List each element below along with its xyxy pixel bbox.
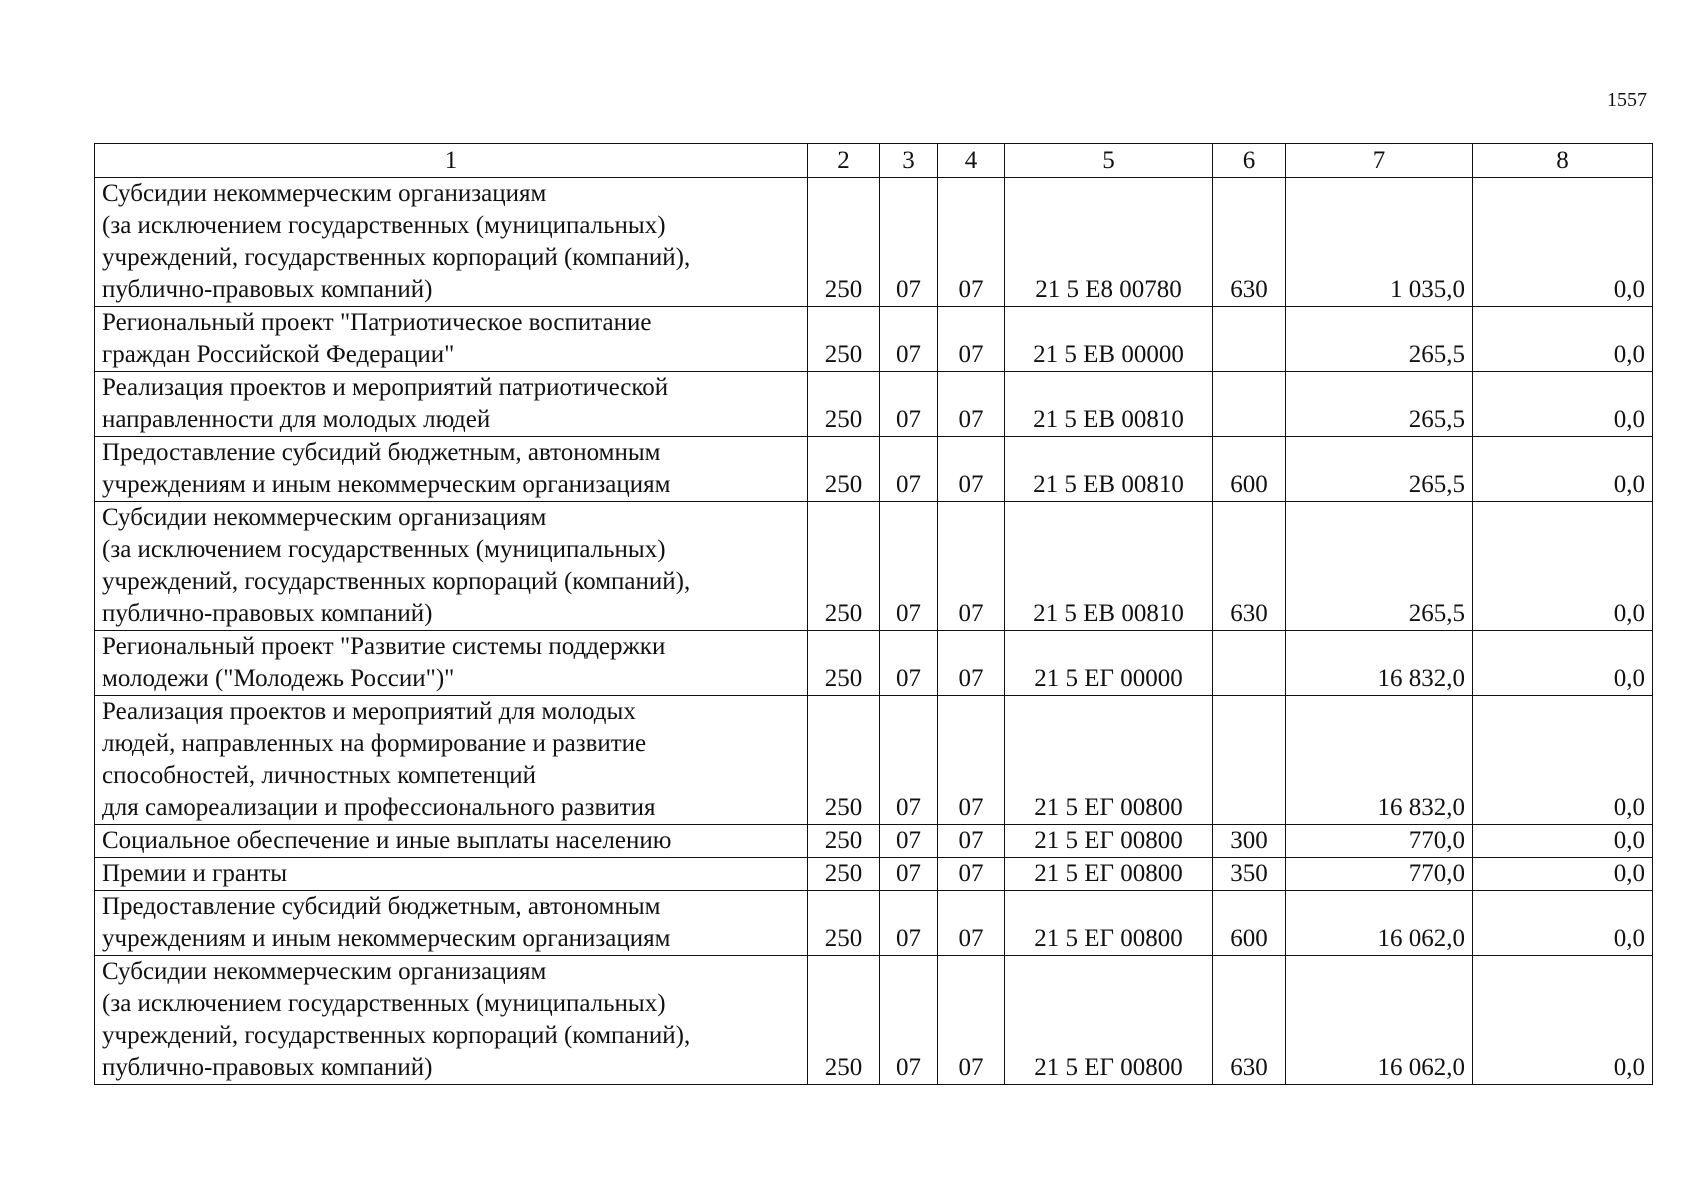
row-name-cell xyxy=(95,696,808,825)
amount-cell: 265,5 xyxy=(1286,502,1473,631)
row-name-line: учреждениям и иным некоммерческим организациям xyxy=(102,471,671,498)
row-name-cell xyxy=(95,307,808,372)
amount-cell: 16 832,0 xyxy=(1286,696,1473,825)
row-name-line: публично-правовых компаний) xyxy=(102,1054,433,1081)
amount-cell: 770,0 xyxy=(1286,858,1473,891)
amount-2-cell: 0,0 xyxy=(1473,178,1653,307)
column-header-2: 2 xyxy=(808,144,880,178)
amount-2-cell: 0,0 xyxy=(1473,502,1653,631)
row-name-line: Субсидии некоммерческим организациям xyxy=(102,180,547,207)
ministry-code-cell: 250 xyxy=(808,696,880,825)
amount-cell: 16 062,0 xyxy=(1286,891,1473,956)
column-header-1: 1 xyxy=(95,144,808,178)
table-header xyxy=(95,144,1653,178)
row-name-cell xyxy=(95,631,808,696)
target-article-cell: 21 5 EГ 00800 xyxy=(1005,891,1213,956)
row-name-line: Социальное обеспечение и иные выплаты населению xyxy=(102,827,672,854)
amount-2-cell: 0,0 xyxy=(1473,696,1653,825)
row-name-cell xyxy=(95,178,808,307)
row-name-cell xyxy=(95,891,808,956)
subsection-code-cell: 07 xyxy=(938,858,1005,891)
column-header-8: 8 xyxy=(1473,144,1653,178)
row-name-line: Региональный проект "Патриотическое воспитание xyxy=(102,309,652,336)
row-name-line: Предоставление субсидий бюджетным, автономным xyxy=(102,439,661,466)
amount-2-cell: 0,0 xyxy=(1473,956,1653,1085)
subsection-code-cell: 07 xyxy=(938,891,1005,956)
subsection-code-cell: 07 xyxy=(938,956,1005,1085)
row-name-line: Субсидии некоммерческим организациям xyxy=(102,958,547,985)
section-code-cell: 07 xyxy=(880,502,938,631)
row-name-line: граждан Российской Федерации" xyxy=(102,341,455,368)
ministry-code-cell: 250 xyxy=(808,891,880,956)
table-row xyxy=(95,307,1653,372)
table-row xyxy=(95,437,1653,502)
subsection-code-cell: 07 xyxy=(938,631,1005,696)
amount-cell: 265,5 xyxy=(1286,372,1473,437)
subsection-code-cell: 07 xyxy=(938,502,1005,631)
row-name-line: Субсидии некоммерческим организациям xyxy=(102,504,547,531)
row-name-cell xyxy=(95,956,808,1085)
amount-2-cell: 0,0 xyxy=(1473,891,1653,956)
target-article-cell: 21 5 EГ 00000 xyxy=(1005,631,1213,696)
table-row xyxy=(95,178,1653,307)
amount-2-cell: 0,0 xyxy=(1473,631,1653,696)
table-row xyxy=(95,956,1653,1085)
ministry-code-cell: 250 xyxy=(808,631,880,696)
subsection-code-cell: 07 xyxy=(938,307,1005,372)
expense-type-cell: 630 xyxy=(1213,178,1286,307)
section-code-cell: 07 xyxy=(880,631,938,696)
row-name-cell xyxy=(95,437,808,502)
row-name-line: молодежи ("Молодежь России")" xyxy=(102,665,455,692)
subsection-code-cell: 07 xyxy=(938,178,1005,307)
row-name-line: учреждений, государственных корпораций (компаний), xyxy=(102,1022,691,1049)
section-code-cell: 07 xyxy=(880,956,938,1085)
row-name-line: учреждений, государственных корпораций (компаний), xyxy=(102,568,691,595)
budget-table xyxy=(94,143,1653,1085)
table-row xyxy=(95,858,1653,891)
row-name-line: (за исключением государственных (муниципальных) xyxy=(102,212,666,239)
amount-2-cell: 0,0 xyxy=(1473,372,1653,437)
ministry-code-cell: 250 xyxy=(808,437,880,502)
expense-type-cell: 350 xyxy=(1213,858,1286,891)
ministry-code-cell: 250 xyxy=(808,307,880,372)
target-article-cell: 21 5 EГ 00800 xyxy=(1005,956,1213,1085)
expense-type-cell xyxy=(1213,372,1286,437)
ministry-code-cell: 250 xyxy=(808,858,880,891)
section-code-cell: 07 xyxy=(880,178,938,307)
page-number: 1557 xyxy=(1607,89,1647,111)
row-name-line: для самореализации и профессионального развития xyxy=(102,794,656,821)
ministry-code-cell: 250 xyxy=(808,372,880,437)
table-row xyxy=(95,825,1653,858)
row-name-line: Региональный проект "Развитие системы поддержки xyxy=(102,633,666,660)
target-article-cell: 21 5 EГ 00800 xyxy=(1005,696,1213,825)
table-row xyxy=(95,696,1653,825)
row-name-cell xyxy=(95,825,808,858)
row-name-line: публично-правовых компаний) xyxy=(102,276,433,303)
subsection-code-cell: 07 xyxy=(938,437,1005,502)
amount-cell: 16 062,0 xyxy=(1286,956,1473,1085)
row-name-line: учреждений, государственных корпораций (компаний), xyxy=(102,244,691,271)
row-name-line: учреждениям и иным некоммерческим организациям xyxy=(102,925,671,952)
column-header-7: 7 xyxy=(1286,144,1473,178)
column-header-4: 4 xyxy=(938,144,1005,178)
row-name-line: Реализация проектов и мероприятий патриотической xyxy=(102,374,669,401)
expense-type-cell: 630 xyxy=(1213,502,1286,631)
row-name-line: Предоставление субсидий бюджетным, автономным xyxy=(102,893,661,920)
subsection-code-cell: 07 xyxy=(938,696,1005,825)
expense-type-cell: 630 xyxy=(1213,956,1286,1085)
row-name-line: способностей, личностных компетенций xyxy=(102,762,537,789)
section-code-cell: 07 xyxy=(880,891,938,956)
ministry-code-cell: 250 xyxy=(808,178,880,307)
section-code-cell: 07 xyxy=(880,858,938,891)
section-code-cell: 07 xyxy=(880,437,938,502)
amount-2-cell: 0,0 xyxy=(1473,858,1653,891)
row-name-cell xyxy=(95,372,808,437)
target-article-cell: 21 5 EВ 00810 xyxy=(1005,502,1213,631)
expense-type-cell xyxy=(1213,696,1286,825)
expense-type-cell xyxy=(1213,631,1286,696)
amount-2-cell: 0,0 xyxy=(1473,307,1653,372)
subsection-code-cell: 07 xyxy=(938,372,1005,437)
target-article-cell: 21 5 E8 00780 xyxy=(1005,178,1213,307)
column-header-3: 3 xyxy=(880,144,938,178)
table-row xyxy=(95,631,1653,696)
expense-type-cell: 300 xyxy=(1213,825,1286,858)
header-row xyxy=(95,144,1653,178)
row-name-line: направленности для молодых людей xyxy=(102,406,491,433)
amount-cell: 770,0 xyxy=(1286,825,1473,858)
row-name-line: (за исключением государственных (муниципальных) xyxy=(102,536,666,563)
row-name-line: Реализация проектов и мероприятий для молодых xyxy=(102,698,636,725)
amount-cell: 265,5 xyxy=(1286,437,1473,502)
ministry-code-cell: 250 xyxy=(808,825,880,858)
expense-type-cell: 600 xyxy=(1213,437,1286,502)
row-name-line: (за исключением государственных (муниципальных) xyxy=(102,990,666,1017)
section-code-cell: 07 xyxy=(880,307,938,372)
row-name-line: публично-правовых компаний) xyxy=(102,600,433,627)
subsection-code-cell: 07 xyxy=(938,825,1005,858)
column-header-6: 6 xyxy=(1213,144,1286,178)
expense-type-cell: 600 xyxy=(1213,891,1286,956)
section-code-cell: 07 xyxy=(880,825,938,858)
amount-2-cell: 0,0 xyxy=(1473,825,1653,858)
amount-cell: 16 832,0 xyxy=(1286,631,1473,696)
table-row xyxy=(95,372,1653,437)
ministry-code-cell: 250 xyxy=(808,956,880,1085)
ministry-code-cell: 250 xyxy=(808,502,880,631)
column-header-5: 5 xyxy=(1005,144,1213,178)
row-name-line: Премии и гранты xyxy=(102,860,288,887)
row-name-cell xyxy=(95,858,808,891)
amount-cell: 1 035,0 xyxy=(1286,178,1473,307)
table-body xyxy=(95,178,1653,1085)
target-article-cell: 21 5 EВ 00000 xyxy=(1005,307,1213,372)
target-article-cell: 21 5 EГ 00800 xyxy=(1005,858,1213,891)
amount-cell: 265,5 xyxy=(1286,307,1473,372)
target-article-cell: 21 5 EВ 00810 xyxy=(1005,437,1213,502)
section-code-cell: 07 xyxy=(880,372,938,437)
target-article-cell: 21 5 EВ 00810 xyxy=(1005,372,1213,437)
section-code-cell: 07 xyxy=(880,696,938,825)
table-row xyxy=(95,891,1653,956)
row-name-line: людей, направленных на формирование и развитие xyxy=(102,730,647,757)
expense-type-cell xyxy=(1213,307,1286,372)
table-row xyxy=(95,502,1653,631)
row-name-cell xyxy=(95,502,808,631)
amount-2-cell: 0,0 xyxy=(1473,437,1653,502)
target-article-cell: 21 5 EГ 00800 xyxy=(1005,825,1213,858)
